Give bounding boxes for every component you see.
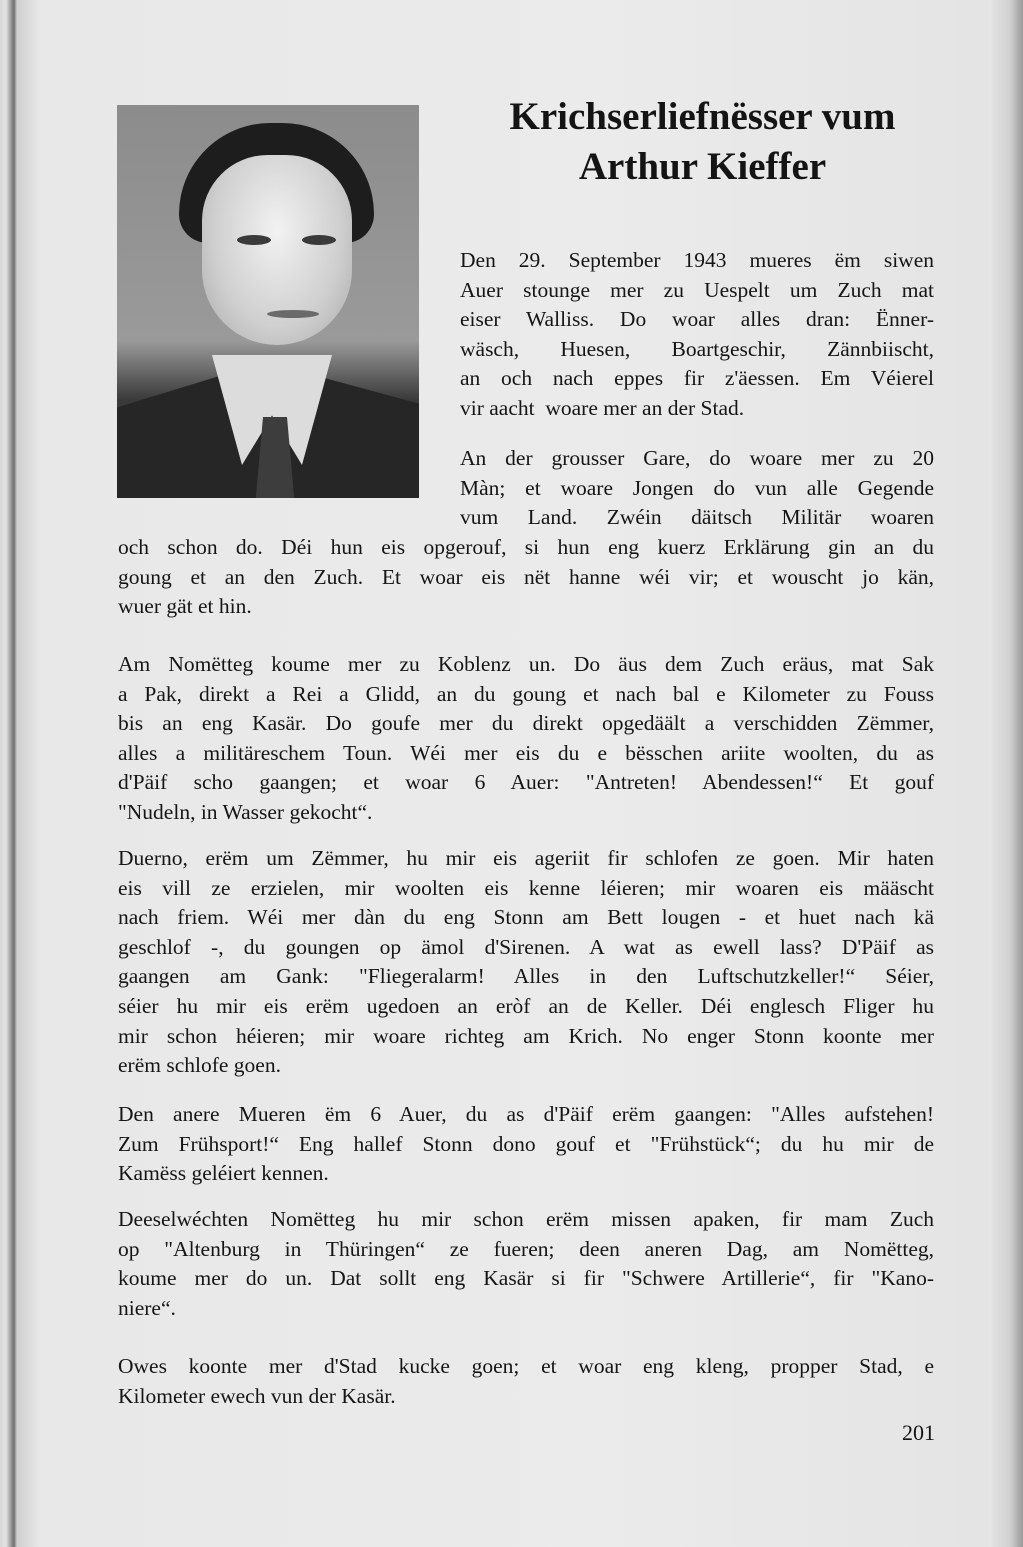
paragraph-6	[118, 1205, 934, 1323]
text-line: Auer stounge mer zu Uespelt um Zuch mat	[460, 277, 934, 302]
text-line: eiser Walliss. Do woar alles dran: Ënner-	[460, 307, 934, 332]
paragraph-5	[118, 1100, 934, 1189]
text-line: Duerno, erëm um Zëmmer, hu mir eis ageriit fir schlofen ze goen. Mir haten	[118, 846, 934, 870]
text-line: eis vill ze erzielen, mir woolten eis kenne léieren; mir woaren eis määscht	[118, 875, 934, 900]
text-line: an och nach eppes fir z'äessen. Em Véierel	[460, 366, 934, 391]
page-number: 201	[902, 1420, 935, 1445]
text-line: och schon do. Déi hun eis opgerouf, si hun eng kuerz Erklärung gin an du	[118, 535, 934, 559]
text-line: Kilometer ewech vun der Kasär.	[118, 1383, 396, 1408]
text-line: goung et an den Zuch. Et woar eis nët hanne wéi vir; et wouscht jo kän,	[118, 564, 934, 589]
text-line: vum Land. Zwéin däitsch Militär woaren	[460, 505, 934, 530]
text-line: d'Päif scho gaangen; et woar 6 Auer: "Antreten! Abendessen!“ Et gouf	[118, 770, 934, 795]
text-line: Am Nomëtteg koume mer zu Koblenz un. Do äus dem Zuch eräus, mat Sak	[118, 652, 934, 676]
title-line-2: Arthur Kieffer	[578, 145, 827, 188]
text-line: Den 29. September 1943 mueres ëm siwen	[460, 248, 934, 272]
text-line: wuer gät et hin.	[118, 594, 252, 619]
text-line: "Nudeln, in Wasser gekocht“.	[118, 799, 373, 824]
text-line: An der grousser Gare, do woare mer zu 20	[460, 446, 934, 470]
portrait-mouth	[267, 310, 319, 318]
text-line: geschlof -, du goungen op ämol d'Sirenen. A wat as ewell lass? D'Päif as	[118, 934, 934, 959]
text-line: erëm schlofe goen.	[118, 1053, 281, 1078]
text-line: koume mer do un. Dat sollt eng Kasär si fir "Schwere Artillerie“, fir "Kano-	[118, 1266, 934, 1291]
text-line: gaangen am Gank: "Fliegeralarm! Alles in den Luftschutzkeller!“ Séier,	[118, 964, 934, 989]
text-line: Kamëss geléiert kennen.	[118, 1161, 329, 1186]
text-line: nach friem. Wéi mer dàn du eng Stonn am Bett lougen - et huet nach kä	[118, 905, 934, 930]
text-line: Deeselwéchten Nomëtteg hu mir schon erëm missen apaken, fir mam Zuch	[118, 1207, 934, 1231]
text-line: wäsch, Huesen, Boartgeschir, Zännbiischt,	[460, 336, 934, 361]
paragraph-1	[460, 246, 934, 424]
text-line: alles a militäreschem Toun. Wéi mer eis du e bësschen ariite woolten, du as	[118, 740, 934, 765]
paragraph-4	[118, 844, 934, 1081]
portrait-eye-right	[302, 235, 336, 245]
text-line: séier hu mir eis erëm ugedoen an eròf an de Keller. Déi englesch Fliger hu	[118, 993, 934, 1018]
paragraph-7	[118, 1352, 934, 1411]
article-title	[445, 92, 960, 192]
text-line: vir aacht woare mer an der Stad.	[460, 395, 745, 420]
text-line: Màn; et woare Jongen do vun alle Gegende	[460, 475, 934, 500]
text-line: Den anere Mueren ëm 6 Auer, du as d'Päif erëm gaangen: "Alles aufstehen!	[118, 1102, 934, 1126]
text-line: niere“.	[118, 1295, 176, 1320]
text-line: bis an eng Kasär. Do goufe mer du direkt opgedäält a verschidden Zëmmer,	[118, 711, 934, 736]
text-line: Owes koonte mer d'Stad kucke goen; et woar eng kleng, propper Stad, e	[118, 1354, 934, 1378]
author-portrait-photo	[117, 105, 419, 498]
paragraph-2-continued	[118, 533, 934, 622]
paragraph-3	[118, 650, 934, 828]
text-line: Zum Frühsport!“ Eng hallef Stonn dono gouf et "Frühstück“; du hu mir de	[118, 1131, 934, 1156]
title-line-1: Krichserliefnësser vum	[509, 95, 896, 138]
text-line: op "Altenburg in Thüringen“ ze fueren; deen aneren Dag, am Nomëtteg,	[118, 1236, 934, 1261]
paragraph-2	[460, 444, 934, 533]
text-line: mir schon héieren; mir woare richteg am Krich. No enger Stonn koonte mer	[118, 1023, 934, 1048]
portrait-eye-left	[237, 235, 271, 245]
text-line: a Pak, direkt a Rei a Glidd, an du goung et nach bal e Kilometer zu Fouss	[118, 681, 934, 706]
